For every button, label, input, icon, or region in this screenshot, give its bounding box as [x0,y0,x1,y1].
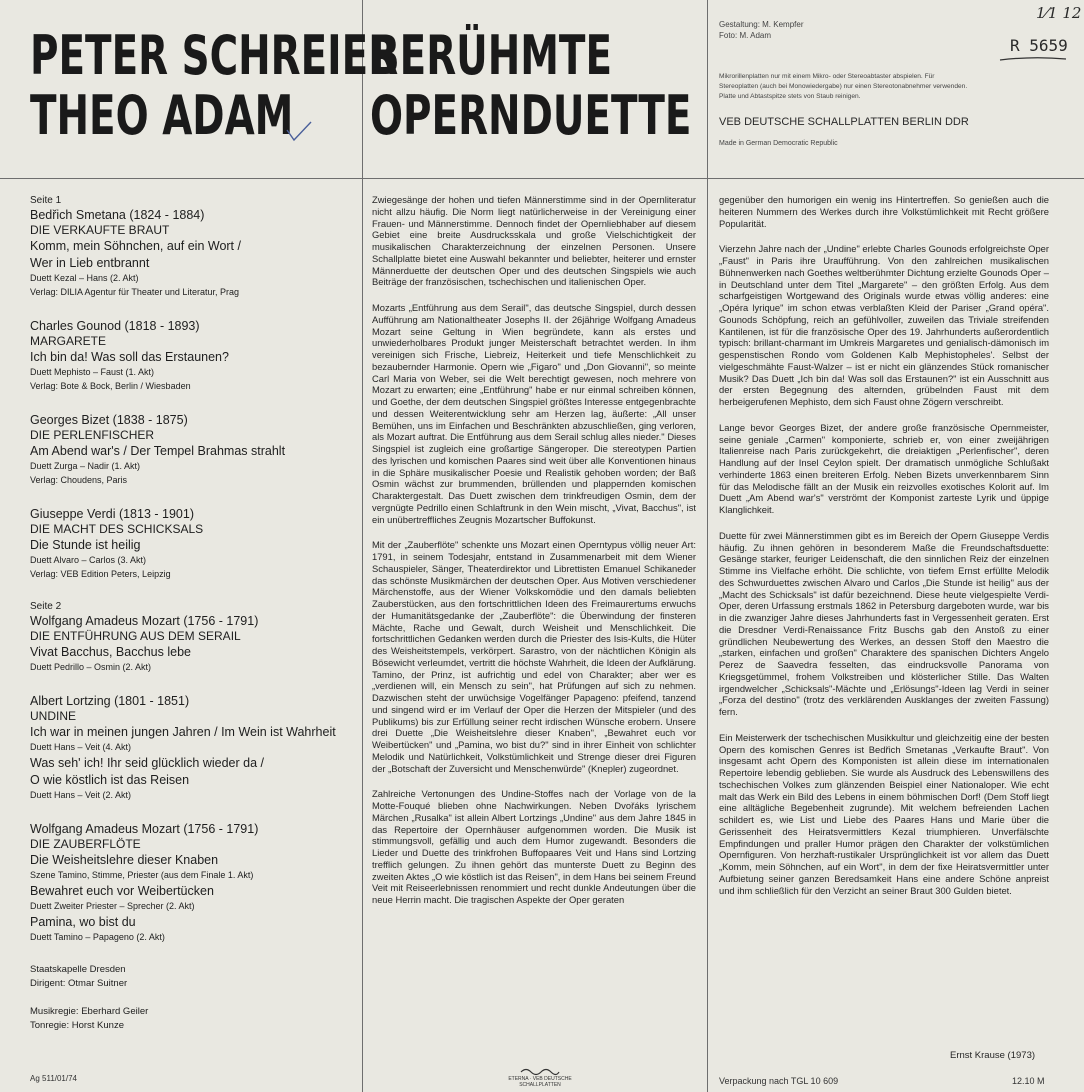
aria-title: O wie köstlich ist das Reisen [30,773,190,787]
essay-paragraph: Zwiegesänge der hohen und tiefen Männerstimme sind in der Opernliteratur nicht allzu häufig. Die Norm liegt natürlicherweise in der Vereinigung einer Frauen- und Männerstimme. Dennoch findet der Opernliebhaber auf diesem Gebiet eine breite Ausdrucksskala und große Vielschichtigkeit der musikalischen Charakterzeichnung der einzelnen Personen. Unsere Schallplatte bietet eine Auswahl bekannter und beliebter, heiterer und ernster Männerduette der deutschen Oper und des deutschen Singspiels wie auch Beiträge der französischen, tschechischen und italienischen Oper. [372,194,696,288]
aria-title: Die Weisheitslehre dieser Knaben [30,853,219,867]
logo-wave-icon [520,1067,560,1076]
handwritten-underline [998,54,1068,64]
work-title: DIE PERLENFISCHER [30,428,155,442]
composer-name: Charles Gounod (1818 - 1893) [30,319,200,333]
performer-orchestra: Staatskapelle Dresden [30,964,126,975]
track-entry [30,613,356,673]
essay-paragraph: Vierzehn Jahre nach der „Undine" erlebte Charles Gounods erfolgreichste Oper „Faust" in Paris ihre Uraufführung. Von den zahlreichen musikalischen Bühnenwerken nach Goethes weltberühmter Dichtung erzielte Gounods Oper – in Deutschland unter dem Titel „Margarete" – den größten Erfolg. Aus dem scharfgeistigen Wortgewand des Originals wurde etwas völlig anderes: eine „Opéra lyrique" im schon etwas verblaßten Kleid der Pariser „Grand opéra". Gounods Schöpfung, reich an gefühlvoller, zuweilen das Triviale streifenden Kantilenen, ist für die französische Oper des 19. Jahrhunderts außerordentlich typisch: brillant-charmant im Umkreis Margaretes und genialisch-dämonisch im gespenstischen Rondo vom Goldenen Kalb Mephistopheles'. Selbst der vielgeschmähte Faust-Walzer – ist er nicht ein glänzendes Stück romanischer Musik? Das Duett „Ich bin da! Was soll das Erstaunen?" ist ein Ausschnitt aus der ersten Begegnung des alternden, grübelnden Faust mit dem herbeigerufenen Mephisto, dem sich Faust ohne Zögern verschreibt. [719,243,1049,407]
work-title: MARGARETE [30,334,107,348]
aria-title: Ich bin da! Was soll das Erstaunen? [30,350,229,364]
track-detail: Duett Hans – Veit (2. Akt) [30,790,132,800]
album-line-1: BERÜHMTE [370,24,613,87]
side-2-label: Seite 2 [30,601,62,612]
artist-title [30,26,398,146]
aria-title: Vivat Bacchus, Bacchus lebe [30,645,191,659]
work-title: UNDINE [30,709,77,723]
aria-title: Pamina, wo bist du [30,915,136,929]
track-detail: Duett Kezal – Hans (2. Akt) [30,273,139,283]
tracklist [30,194,356,1033]
liner-notes-column-3 [719,194,1049,1066]
track-detail: Szene Tamino, Stimme, Priester (aus dem Finale 1. Akt) [30,870,254,880]
track-detail: Duett Hans – Veit (4. Akt) [30,742,132,752]
aria-title: Was seh' ich! Ihr seid glücklich wieder da / [30,756,264,770]
essay-paragraph: Lange bevor Georges Bizet, der andere große französische Opernmeister, seine geniale „Carmen" komponierte, schrieb er, von einer zweijährigen Italienreise nach Paris zurückgekehrt, die dreiaktigen „Perlenfischer", deren Handlung auf der Insel Ceylon spielt. Der dramatisch unmögliche Schlußakt verhinderte 1863 einen breiteren Erfolg. Neben Bizets unverkennbarem Sinn für das Melodische fällt an der Musik ein reizvolles exotisches Kolorit auf. Im Duett „Am Abend war's" verströmt der Komponist zarteste Lyrik und üppige Klanglichkeit. [719,421,1049,515]
track-detail: Duett Tamino – Papageno (2. Akt) [30,932,165,942]
track-entry [30,318,356,392]
price-label: 12.10 M [1012,1076,1045,1086]
composer-name: Giuseppe Verdi (1813 - 1901) [30,507,194,521]
album-title [370,26,691,146]
track-detail: Verlag: VEB Edition Peters, Leipzig [30,569,171,579]
credit-design: Gestaltung: M. Kempfer [719,20,804,29]
track-detail: Duett Zurga – Nadir (1. Akt) [30,461,141,471]
handwritten-catalog-number: R 5659 [1010,36,1068,55]
side-2-list [30,613,356,943]
composer-name: Wolfgang Amadeus Mozart (1756 - 1791) [30,614,259,628]
aria-title: Bewahret euch vor Weibertücken [30,884,214,898]
essay-paragraph: gegenüber den humorigen ein wenig ins Hintertreffen. So genießen auch die heiteren Nummern des Werkes durch ihre Volkstümlichkeit mit Recht größere Popularität. [719,194,1049,229]
work-title: DIE VERKAUFTE BRAUT [30,223,170,237]
composer-name: Wolfgang Amadeus Mozart (1756 - 1791) [30,822,259,836]
track-detail: Duett Pedrillo – Osmin (2. Akt) [30,662,152,672]
aria-title: Wer in Lieb entbrannt [30,256,150,270]
performers [30,963,356,991]
track-entry [30,412,356,486]
handwritten-corner-mark: 1⁄1 12 [1036,4,1082,22]
artist-line-2: THEO ADAM [30,84,294,147]
column-divider-left [362,0,363,1092]
handwritten-check-icon [284,118,314,144]
work-title: DIE ENTFÜHRUNG AUS DEM SERAIL [30,629,241,643]
liner-notes-column-2 [372,194,696,1062]
production-credits [30,1005,356,1033]
eterna-logo [505,1067,575,1088]
essay-paragraph: Zahlreiche Vertonungen des Undine-Stoffes nach der Vorlage von de la Motte-Fouqué blieben ohne Nachwirkungen. Neben Dvořáks lyrischem Märchen „Rusalka" ist allein Albert Lortzings „Undine" aus dem Jahre 1845 in das Repertoire der Opernhäuser aufgenommen worden. Die Musik ist stimmungsvoll, gefällig und auch dem Humor zugewandt. Besonders die Lieder und Duette des trinkfrohen Buffopaares Veit und Hans sind Lortzing trefflich gelungen. Zu ihnen gehört das munterste Duett zu Beginn des zweiten Aktes „O wie köstlich ist das Reisen", in dem Hans bei seinem Freund Veit mit Reiseerlebnissen renommiert und recht dunkle Andeutungen über die neue Herrin macht. Die tragischen Aspekte der Oper geraten [372,788,696,905]
side-1-list [30,207,356,580]
track-detail: Verlag: Bote & Bock, Berlin / Wiesbaden [30,381,191,391]
track-detail: Duett Zweiter Priester – Sprecher (2. Akt) [30,901,195,911]
essay-paragraph: Mozarts „Entführung aus dem Serail", das deutsche Singspiel, durch dessen Aufführung am Nationaltheater Josephs II. der 26jährige Wolfgang Amadeus Mozart seine Geltung in Wien begründete, kann als erstes und unwiederholbares Produkt junger Meisterschaft betrachtet werden. In ihm vereinigen sich Frische, Liebreiz, Heiterkeit und tiefe Menschlichkeit zu bezaubernder Harmonie. Opern wie „Figaro" und „Don Giovanni", so meinte Carl Maria von Weber, sei die Welt berechtigt gewesen, noch mehrere von Mozart zu erwarten; eine „Entführung" habe er nur einmal schreiben können, und Goethe, der dem deutschen Singspiel größtes Interesse entgegenbrachte und dessen Weiterentwicklung sehr am Herzen lag, äußerte: „All unser Bemühen, uns im Einfachen und Beschränkten abzuschließen, ging verloren, als Mozart auftrat. Die Entführung aus dem Serail schlug alles nieder." Dieses Singspiel ist zugleich eine großartige Sängeroper. Die stereotypen Partien des lyrischen und komischen Paares sind weit über alle Konventionen hinaus in die Sphäre musikalischer Poesie und Realistik gehoben worden; der Baß Osmin wächst zur brummenden, brüllenden und plappernden komischen Charaktergestalt. Das Duett zwischen dem trinkfreudigen Osmin, dem der vergnügte Pedrillo einen Schlaftrunk in den Wein mischt, „Vivat, Bacchus", ist ein unübertreffliches Zeugnis Mozartscher Buffokunst. [372,302,696,525]
work-title: DIE ZAUBERFLÖTE [30,837,141,851]
made-in-notice: Made in German Democratic Republic [719,140,838,147]
logo-text: ETERNA · VEB DEUTSCHE SCHALLPLATTEN [508,1076,572,1088]
track-detail: Verlag: Choudens, Paris [30,475,128,485]
side-1-label: Seite 1 [30,195,62,206]
essay-paragraph: Duette für zwei Männerstimmen gibt es im Bereich der Opern Giuseppe Verdis häufig. Zu ihnen gehören in besonderem Maße die Freundschaftsduette: Gesänge starker, feuriger Leidenschaft, die den sinnlichen Reiz der einzelnen Stimme ins Vielfache erhöht. Die schlichte, von tiefem Ernst erfüllte Melodik des Schwurduettes zwischen Alvaro und Carlos „Die Stunde ist heilig" aus der „Macht des Schicksals" ist dafür bezeichnend. Diese heute vielgespielte Verdi-Oper, deren Urfassung erstmals 1862 in Petersburg dargeboten wurde, war bis in die zwanziger Jahre dieses Jahrhunderts fast in Vergessenheit geraten. Erst die Dresdner Verdi-Renaissance Fritz Buschs gab den Anstoß zu einer gründlichen Neubewertung des Werkes, an dessen Stoff den Maestro die „starken, einfachen und großen" Charaktere des spanischen Dichters Angelo Perez de Saavedra fesselten, das eindrucksvolle Panorama von Kriegsgetümmel, frohem Volkstreiben und klösterlicher Stille. Das Walten irgendwelcher „Schicksals"-Mächte und „Erlösungs"-Ideen lag Verdi in seiner „Forza del destino" (trotz des verklärenden Ausklanges der zweiten Fassung) fern. [719,529,1049,717]
credit-photo: Foto: M. Adam [719,31,772,40]
column-divider-right [707,0,708,1092]
track-detail: Verlag: DILIA Agentur für Theater und Literatur, Prag [30,287,239,297]
composer-name: Bedřich Smetana (1824 - 1884) [30,208,205,222]
track-detail: Duett Mephisto – Faust (1. Akt) [30,367,155,377]
record-label-name: VEB DEUTSCHE SCHALLPLATTEN BERLIN DDR [719,116,969,128]
track-entry [30,821,356,943]
playback-notice: Mikrorillenplatten nur mit einem Mikro- oder Stereoabtaster abspielen. Für Stereoplatten (auch bei Monowiedergabe) nur einen Stereotonabnehmer verwenden. Platte und Abtastspitze stets von Staub reinigen. [719,73,968,100]
aria-title: Ich war in meinen jungen Jahren / Im Wein ist Wahrheit [30,725,336,739]
track-detail: Duett Alvaro – Carlos (3. Akt) [30,555,147,565]
header-rule [0,178,1084,179]
track-entry [30,207,356,298]
composer-name: Albert Lortzing (1801 - 1851) [30,694,190,708]
track-entry [30,693,356,801]
track-entry [30,506,356,580]
catalog-code: Ag 511/01/74 [30,1074,78,1083]
credit-music-direction: Musikregie: Eberhard Geiler [30,1006,149,1017]
credit-sound-direction: Tonregie: Horst Kunze [30,1020,124,1031]
composer-name: Georges Bizet (1838 - 1875) [30,413,188,427]
album-line-2: OPERNDUETTE [370,84,692,147]
performer-conductor: Dirigent: Otmar Suitner [30,978,128,989]
aria-title: Am Abend war's / Der Tempel Brahmas strahlt [30,444,286,458]
aria-title: Komm, mein Söhnchen, auf ein Wort / [30,239,241,253]
artist-line-1: PETER SCHREIER [30,24,399,87]
essay-paragraph: Ein Meisterwerk der tschechischen Musikkultur und gleichzeitig eine der besten Opern des komischen Genres ist Bedřich Smetanas „Verkaufte Braut". Von insgesamt acht Opern des Komponisten ist allein diese im internationalen Repertoire lebendig geblieben. Sie wurde als Ausdruck des Lebenswillens des tschechischen Volkes zum glänzenden Beispiel einer Nationaloper. Wie echt malt das Werk ein Bild des Lebens in einem böhmischen Dorf! (Dem Stoff liegt eine alltägliche Begebenheit zugrunde). Mit welchem befreienden Lachen schildert es, wie List und Liebe des Paares Hans und Marie über die Gerissenheit des Heiratsvermittlers Kezal triumphieren. Unverfälschte Empfindungen und praller Humor prägen den Charakter der volkstümlichen Opernfiguren. Von herzhaft-rustikaler Ursprünglichkeit ist vor allem das Duett „Komm, mein Söhnchen, auf ein Wort", in dem der fixe Heiratsvermittler unter Aufbietung seiner ganzen Beredsamkeit Hans eine andere Schöne anpreist und ihm schließlich für den Verzicht an seiner Braut 300 Gulden bietet. [719,731,1049,896]
author-credit: Ernst Krause (1973) [950,1050,1036,1061]
work-title: DIE MACHT DES SCHICKSALS [30,522,204,536]
packaging-norm: Verpackung nach TGL 10 609 [719,1076,839,1086]
essay-paragraph: Mit der „Zauberflöte" schenkte uns Mozart einen Operntypus völlig neuer Art: 1791, in seinem Todesjahr, entstand in Zusammenarbeit mit dem Wiener Schauspieler, Sänger, Theaterdirektor und Librettisten Emanuel Schikaneder das schönste Musikmärchen der deutschen Oper. Aus Motiven verschiedener Märchenstoffe, aus der Wiener Volkskomödie und den damals beliebten Zauberstücken, aus den fortschrittlichen Ideen des Freimaurertums erwuchs der Humanitätsgedanke der „Zauberflöte": die Überwindung der finsteren Mächte, Rache und Gewalt, durch Weisheit und Menschlichkeit. Die fortschrittlichen Gedanken werden durch die Priester des Isis-Kults, die Hüter des Weisheitstempels, verkörpert. Sarastro, von der nächtlichen Königin als Bösewicht verleumdet, vertritt die höchste Wahrheit, die Ideen der Aufklärung. Tamino, der Prinz, ist aufrichtig und edel von Charakter; aber wer es „verdienen will, ein Mensch zu sein", hat Prüfungen auf sich zu nehmen. Dazwischen steht der urwüchsige Vogelfänger Papageno: pfeifend, tanzend und singend wird er im Verlauf der Oper die Herzen der Mitspieler (und des Publikums) bis zur Erfüllung seiner recht irdischen Wünsche erobern. Unsere drei Duette „Die Weisheitslehre dieser Knaben", „Bewahret euch vor Weibertücken" und „Pamina, wo bist du?" sind in ihrer Einheit von schlichter Melodik und Natürlichkeit, Volkstümlichkeit und Strenge dieser drei Figuren der „Botschaft der Zuversicht und Menschenwürde" (Knepler) zugeordnet. [372,539,696,774]
aria-title: Die Stunde ist heilig [30,538,141,552]
